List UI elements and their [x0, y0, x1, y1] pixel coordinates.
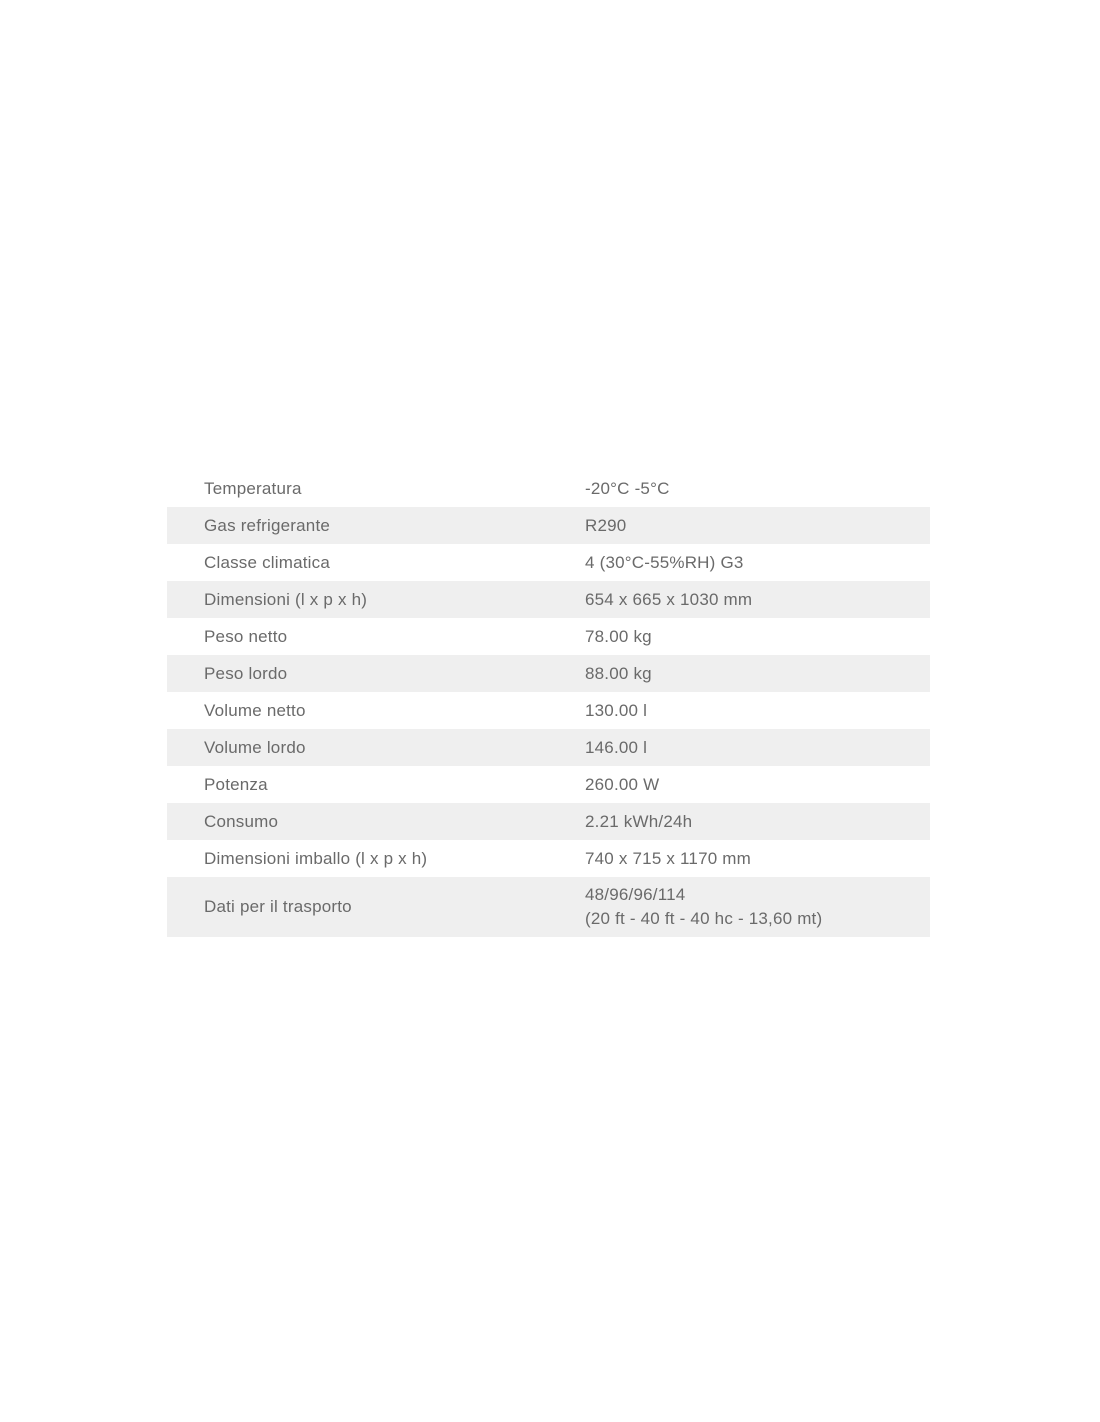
spec-value-line-1: 48/96/96/114 [585, 885, 686, 904]
spec-label: Potenza [204, 774, 268, 794]
spec-value: 78.00 kg [585, 626, 652, 646]
spec-row-temperatura [167, 470, 930, 507]
specifications-table [167, 470, 930, 937]
spec-label: Dati per il trasporto [204, 897, 352, 916]
spec-row-volume-lordo [167, 729, 930, 766]
spec-row-gas-refrigerante [167, 507, 930, 544]
spec-label: Dimensioni imballo (l x p x h) [204, 848, 428, 868]
spec-value: 654 x 665 x 1030 mm [585, 589, 753, 609]
spec-value: -20°C -5°C [585, 478, 670, 498]
spec-value: 130.00 l [585, 700, 648, 720]
spec-label: Dimensioni (l x p x h) [204, 589, 368, 609]
spec-value: 2.21 kWh/24h [585, 811, 693, 831]
spec-row-classe-climatica [167, 544, 930, 581]
spec-value: R290 [585, 515, 627, 535]
spec-row-consumo [167, 803, 930, 840]
spec-row-dati-trasporto [167, 877, 930, 937]
spec-value: 4 (30°C-55%RH) G3 [585, 552, 744, 572]
spec-label: Gas refrigerante [204, 515, 331, 535]
spec-row-peso-netto [167, 618, 930, 655]
spec-label: Consumo [204, 811, 279, 831]
spec-label: Peso lordo [204, 663, 288, 683]
spec-value: 260.00 W [585, 774, 660, 794]
spec-value: 146.00 l [585, 737, 648, 757]
spec-label: Temperatura [204, 478, 302, 498]
spec-label: Volume netto [204, 700, 306, 720]
spec-label: Peso netto [204, 626, 288, 646]
spec-row-volume-netto [167, 692, 930, 729]
spec-label: Volume lordo [204, 737, 306, 757]
spec-row-dimensioni-imballo [167, 840, 930, 877]
spec-value-line-2: (20 ft - 40 ft - 40 hc - 13,60 mt) [585, 909, 823, 928]
spec-row-potenza [167, 766, 930, 803]
spec-value: 88.00 kg [585, 663, 652, 683]
spec-row-dimensioni [167, 581, 930, 618]
spec-value [548, 877, 930, 937]
spec-value: 740 x 715 x 1170 mm [585, 848, 752, 868]
spec-row-peso-lordo [167, 655, 930, 692]
spec-label: Classe climatica [204, 552, 331, 572]
